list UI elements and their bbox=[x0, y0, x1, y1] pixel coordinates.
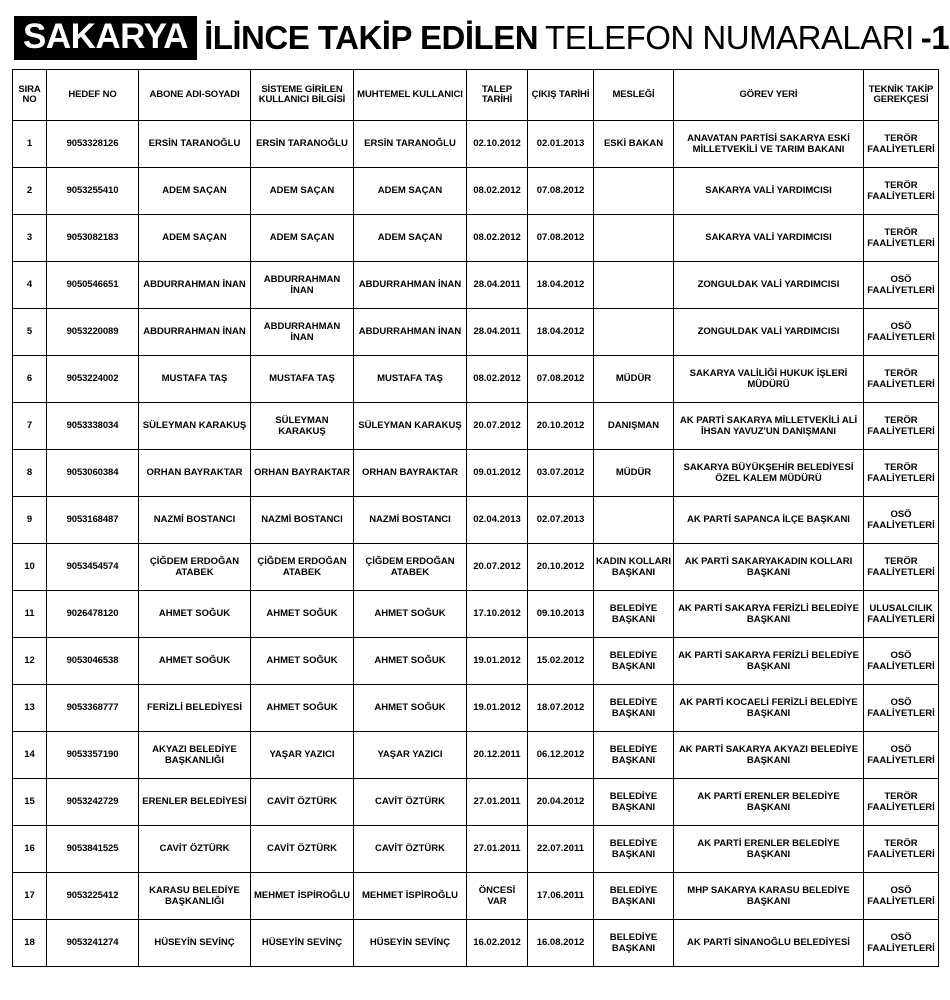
cell-cikis-tarihi: 09.10.2013 bbox=[528, 591, 594, 638]
cell-sira-no: 3 bbox=[13, 215, 47, 262]
cell-talep-tarihi: 27.01.2011 bbox=[467, 826, 528, 873]
cell-talep-tarihi: 08.02.2012 bbox=[467, 356, 528, 403]
cell-meslegi bbox=[594, 497, 674, 544]
cell-cikis-tarihi: 18.07.2012 bbox=[528, 685, 594, 732]
title-normal: TELEFON NUMARALARI bbox=[545, 19, 914, 56]
cell-talep-tarihi: 02.10.2012 bbox=[467, 121, 528, 168]
cell-muhtemel-kullanici: AHMET SOĞUK bbox=[354, 685, 467, 732]
cell-teknik-takip-gerekcesi: OSÖ FAALİYETLERİ bbox=[864, 497, 939, 544]
cell-abone-adi-soyadi: HÜSEYİN SEVİNÇ bbox=[139, 920, 251, 967]
cell-muhtemel-kullanici: CAVİT ÖZTÜRK bbox=[354, 826, 467, 873]
page-title bbox=[14, 16, 950, 60]
cell-sisteme-girilen-kullanici: HÜSEYİN SEVİNÇ bbox=[251, 920, 354, 967]
cell-cikis-tarihi: 20.10.2012 bbox=[528, 544, 594, 591]
cell-abone-adi-soyadi: ABDURRAHMAN İNAN bbox=[139, 309, 251, 356]
cell-abone-adi-soyadi: SÜLEYMAN KARAKUŞ bbox=[139, 403, 251, 450]
table-row bbox=[13, 873, 939, 920]
cell-cikis-tarihi: 18.04.2012 bbox=[528, 309, 594, 356]
cell-meslegi: ESKİ BAKAN bbox=[594, 121, 674, 168]
table-row bbox=[13, 403, 939, 450]
cell-abone-adi-soyadi: FERİZLİ BELEDİYESİ bbox=[139, 685, 251, 732]
title-number: -1 bbox=[920, 19, 950, 56]
table-row bbox=[13, 262, 939, 309]
cell-cikis-tarihi: 18.04.2012 bbox=[528, 262, 594, 309]
cell-talep-tarihi: ÖNCESİ VAR bbox=[467, 873, 528, 920]
cell-abone-adi-soyadi: ERENLER BELEDİYESİ bbox=[139, 779, 251, 826]
cell-meslegi bbox=[594, 309, 674, 356]
cell-muhtemel-kullanici: NAZMİ BOSTANCI bbox=[354, 497, 467, 544]
cell-muhtemel-kullanici: MUSTAFA TAŞ bbox=[354, 356, 467, 403]
cell-meslegi: BELEDİYE BAŞKANI bbox=[594, 873, 674, 920]
col-header-meslegi: MESLEĞİ bbox=[594, 70, 674, 121]
cell-gorev-yeri: AK PARTİ KOCAELİ FERİZLİ BELEDİYE BAŞKANI bbox=[674, 685, 864, 732]
cell-talep-tarihi: 16.02.2012 bbox=[467, 920, 528, 967]
cell-abone-adi-soyadi: ERSİN TARANOĞLU bbox=[139, 121, 251, 168]
cell-sisteme-girilen-kullanici: ORHAN BAYRAKTAR bbox=[251, 450, 354, 497]
cell-sisteme-girilen-kullanici: ADEM SAÇAN bbox=[251, 215, 354, 262]
cell-teknik-takip-gerekcesi: TERÖR FAALİYETLERİ bbox=[864, 450, 939, 497]
title-highlight: SAKARYA bbox=[14, 16, 197, 60]
cell-sira-no: 6 bbox=[13, 356, 47, 403]
cell-abone-adi-soyadi: AHMET SOĞUK bbox=[139, 591, 251, 638]
cell-sira-no: 14 bbox=[13, 732, 47, 779]
cell-meslegi: MÜDÜR bbox=[594, 356, 674, 403]
cell-abone-adi-soyadi: CAVİT ÖZTÜRK bbox=[139, 826, 251, 873]
cell-gorev-yeri: MHP SAKARYA KARASU BELEDİYE BAŞKANI bbox=[674, 873, 864, 920]
cell-muhtemel-kullanici: MEHMET İSPİROĞLU bbox=[354, 873, 467, 920]
cell-meslegi: BELEDİYE BAŞKANI bbox=[594, 638, 674, 685]
cell-abone-adi-soyadi: KARASU BELEDİYE BAŞKANLIĞI bbox=[139, 873, 251, 920]
cell-talep-tarihi: 02.04.2013 bbox=[467, 497, 528, 544]
table-row bbox=[13, 732, 939, 779]
cell-sisteme-girilen-kullanici: MEHMET İSPİROĞLU bbox=[251, 873, 354, 920]
col-header-cikis-tarihi: ÇIKIŞ TARİHİ bbox=[528, 70, 594, 121]
table-row bbox=[13, 685, 939, 732]
col-header-hedef-no: HEDEF NO bbox=[47, 70, 139, 121]
cell-meslegi: BELEDİYE BAŞKANI bbox=[594, 591, 674, 638]
cell-teknik-takip-gerekcesi: TERÖR FAALİYETLERİ bbox=[864, 544, 939, 591]
cell-sisteme-girilen-kullanici: CAVİT ÖZTÜRK bbox=[251, 826, 354, 873]
cell-sira-no: 13 bbox=[13, 685, 47, 732]
table-row bbox=[13, 638, 939, 685]
cell-teknik-takip-gerekcesi: ULUSALCILIK FAALİYETLERİ bbox=[864, 591, 939, 638]
cell-teknik-takip-gerekcesi: TERÖR FAALİYETLERİ bbox=[864, 826, 939, 873]
cell-meslegi bbox=[594, 262, 674, 309]
cell-abone-adi-soyadi: ADEM SAÇAN bbox=[139, 215, 251, 262]
cell-hedef-no: 9053082183 bbox=[47, 215, 139, 262]
cell-abone-adi-soyadi: ÇİĞDEM ERDOĞAN ATABEK bbox=[139, 544, 251, 591]
cell-meslegi: BELEDİYE BAŞKANI bbox=[594, 685, 674, 732]
col-header-abone-adi-soyadi: ABONE ADI-SOYADI bbox=[139, 70, 251, 121]
cell-cikis-tarihi: 20.04.2012 bbox=[528, 779, 594, 826]
cell-teknik-takip-gerekcesi: OSÖ FAALİYETLERİ bbox=[864, 638, 939, 685]
cell-hedef-no: 9053046538 bbox=[47, 638, 139, 685]
cell-cikis-tarihi: 02.07.2013 bbox=[528, 497, 594, 544]
cell-hedef-no: 9050546651 bbox=[47, 262, 139, 309]
cell-talep-tarihi: 20.07.2012 bbox=[467, 403, 528, 450]
cell-talep-tarihi: 20.12.2011 bbox=[467, 732, 528, 779]
cell-talep-tarihi: 17.10.2012 bbox=[467, 591, 528, 638]
cell-hedef-no: 9053357190 bbox=[47, 732, 139, 779]
table-row bbox=[13, 121, 939, 168]
cell-cikis-tarihi: 16.08.2012 bbox=[528, 920, 594, 967]
cell-sira-no: 7 bbox=[13, 403, 47, 450]
cell-abone-adi-soyadi: AHMET SOĞUK bbox=[139, 638, 251, 685]
cell-sisteme-girilen-kullanici: ABDURRAHMAN İNAN bbox=[251, 262, 354, 309]
cell-hedef-no: 9053841525 bbox=[47, 826, 139, 873]
cell-cikis-tarihi: 07.08.2012 bbox=[528, 168, 594, 215]
cell-sisteme-girilen-kullanici: AHMET SOĞUK bbox=[251, 591, 354, 638]
cell-hedef-no: 9053338034 bbox=[47, 403, 139, 450]
table-header bbox=[13, 70, 939, 121]
cell-meslegi: BELEDİYE BAŞKANI bbox=[594, 779, 674, 826]
col-header-muhtemel-kullanici: MUHTEMEL KULLANICI bbox=[354, 70, 467, 121]
cell-talep-tarihi: 28.04.2011 bbox=[467, 262, 528, 309]
cell-hedef-no: 9053454574 bbox=[47, 544, 139, 591]
cell-hedef-no: 9053168487 bbox=[47, 497, 139, 544]
cell-hedef-no: 9053242729 bbox=[47, 779, 139, 826]
cell-gorev-yeri: AK PARTİ SAKARYA AKYAZI BELEDİYE BAŞKANI bbox=[674, 732, 864, 779]
phone-surveillance-table bbox=[12, 69, 939, 967]
cell-hedef-no: 9053224002 bbox=[47, 356, 139, 403]
cell-gorev-yeri: AK PARTİ SAKARYAKADIN KOLLARI BAŞKANI bbox=[674, 544, 864, 591]
cell-muhtemel-kullanici: AHMET SOĞUK bbox=[354, 638, 467, 685]
cell-meslegi: BELEDİYE BAŞKANI bbox=[594, 920, 674, 967]
table-row bbox=[13, 215, 939, 262]
col-header-sisteme-girilen-kullanici-bilgisi: SİSTEME GİRİLEN KULLANICI BİLGİSİ bbox=[251, 70, 354, 121]
cell-sisteme-girilen-kullanici: CAVİT ÖZTÜRK bbox=[251, 779, 354, 826]
cell-sisteme-girilen-kullanici: AHMET SOĞUK bbox=[251, 685, 354, 732]
cell-hedef-no: 9053060384 bbox=[47, 450, 139, 497]
cell-sira-no: 8 bbox=[13, 450, 47, 497]
cell-hedef-no: 9053220089 bbox=[47, 309, 139, 356]
cell-teknik-takip-gerekcesi: OSÖ FAALİYETLERİ bbox=[864, 262, 939, 309]
cell-gorev-yeri: ZONGULDAK VALİ YARDIMCISI bbox=[674, 309, 864, 356]
cell-meslegi bbox=[594, 215, 674, 262]
table-row bbox=[13, 450, 939, 497]
cell-muhtemel-kullanici: YAŞAR YAZICI bbox=[354, 732, 467, 779]
cell-sira-no: 10 bbox=[13, 544, 47, 591]
cell-abone-adi-soyadi: AKYAZI BELEDİYE BAŞKANLIĞI bbox=[139, 732, 251, 779]
col-header-talep-tarihi: TALEP TARİHİ bbox=[467, 70, 528, 121]
cell-cikis-tarihi: 15.02.2012 bbox=[528, 638, 594, 685]
cell-gorev-yeri: SAKARYA VALİ YARDIMCISI bbox=[674, 168, 864, 215]
table-row bbox=[13, 309, 939, 356]
cell-cikis-tarihi: 06.12.2012 bbox=[528, 732, 594, 779]
cell-sisteme-girilen-kullanici: ADEM SAÇAN bbox=[251, 168, 354, 215]
cell-gorev-yeri: SAKARYA VALİ YARDIMCISI bbox=[674, 215, 864, 262]
cell-meslegi: BELEDİYE BAŞKANI bbox=[594, 826, 674, 873]
cell-sira-no: 16 bbox=[13, 826, 47, 873]
table-row bbox=[13, 497, 939, 544]
cell-gorev-yeri: ZONGULDAK VALİ YARDIMCISI bbox=[674, 262, 864, 309]
cell-muhtemel-kullanici: ABDURRAHMAN İNAN bbox=[354, 309, 467, 356]
table-row bbox=[13, 168, 939, 215]
cell-cikis-tarihi: 02.01.2013 bbox=[528, 121, 594, 168]
cell-hedef-no: 9053328126 bbox=[47, 121, 139, 168]
cell-sira-no: 9 bbox=[13, 497, 47, 544]
table-header-row bbox=[13, 70, 939, 121]
cell-teknik-takip-gerekcesi: OSÖ FAALİYETLERİ bbox=[864, 873, 939, 920]
table-row bbox=[13, 920, 939, 967]
cell-abone-adi-soyadi: NAZMİ BOSTANCI bbox=[139, 497, 251, 544]
cell-talep-tarihi: 27.01.2011 bbox=[467, 779, 528, 826]
cell-abone-adi-soyadi: MUSTAFA TAŞ bbox=[139, 356, 251, 403]
title-strong: İLİNCE TAKİP EDİLEN bbox=[204, 19, 539, 56]
table-row bbox=[13, 591, 939, 638]
cell-sisteme-girilen-kullanici: ABDURRAHMAN İNAN bbox=[251, 309, 354, 356]
cell-gorev-yeri: AK PARTİ SİNANOĞLU BELEDİYESİ bbox=[674, 920, 864, 967]
cell-hedef-no: 9026478120 bbox=[47, 591, 139, 638]
cell-meslegi: DANIŞMAN bbox=[594, 403, 674, 450]
cell-cikis-tarihi: 03.07.2012 bbox=[528, 450, 594, 497]
cell-gorev-yeri: SAKARYA BÜYÜKŞEHİR BELEDİYESİ ÖZEL KALEM MÜDÜRÜ bbox=[674, 450, 864, 497]
cell-sira-no: 5 bbox=[13, 309, 47, 356]
cell-teknik-takip-gerekcesi: OSÖ FAALİYETLERİ bbox=[864, 309, 939, 356]
cell-abone-adi-soyadi: ADEM SAÇAN bbox=[139, 168, 251, 215]
cell-abone-adi-soyadi: ABDURRAHMAN İNAN bbox=[139, 262, 251, 309]
cell-muhtemel-kullanici: HÜSEYİN SEVİNÇ bbox=[354, 920, 467, 967]
cell-meslegi: BELEDİYE BAŞKANI bbox=[594, 732, 674, 779]
cell-muhtemel-kullanici: ORHAN BAYRAKTAR bbox=[354, 450, 467, 497]
cell-muhtemel-kullanici: AHMET SOĞUK bbox=[354, 591, 467, 638]
cell-teknik-takip-gerekcesi: TERÖR FAALİYETLERİ bbox=[864, 779, 939, 826]
cell-abone-adi-soyadi: ORHAN BAYRAKTAR bbox=[139, 450, 251, 497]
cell-sisteme-girilen-kullanici: ERSİN TARANOĞLU bbox=[251, 121, 354, 168]
cell-teknik-takip-gerekcesi: TERÖR FAALİYETLERİ bbox=[864, 121, 939, 168]
cell-muhtemel-kullanici: CAVİT ÖZTÜRK bbox=[354, 779, 467, 826]
cell-muhtemel-kullanici: SÜLEYMAN KARAKUŞ bbox=[354, 403, 467, 450]
cell-cikis-tarihi: 17.06.2011 bbox=[528, 873, 594, 920]
cell-meslegi bbox=[594, 168, 674, 215]
cell-talep-tarihi: 08.02.2012 bbox=[467, 215, 528, 262]
cell-teknik-takip-gerekcesi: TERÖR FAALİYETLERİ bbox=[864, 215, 939, 262]
cell-sira-no: 18 bbox=[13, 920, 47, 967]
cell-sira-no: 17 bbox=[13, 873, 47, 920]
cell-talep-tarihi: 19.01.2012 bbox=[467, 685, 528, 732]
cell-hedef-no: 9053368777 bbox=[47, 685, 139, 732]
cell-hedef-no: 9053225412 bbox=[47, 873, 139, 920]
cell-sira-no: 11 bbox=[13, 591, 47, 638]
cell-muhtemel-kullanici: ERSİN TARANOĞLU bbox=[354, 121, 467, 168]
cell-teknik-takip-gerekcesi: TERÖR FAALİYETLERİ bbox=[864, 168, 939, 215]
col-header-gorev-yeri: GÖREV YERİ bbox=[674, 70, 864, 121]
cell-teknik-takip-gerekcesi: OSÖ FAALİYETLERİ bbox=[864, 920, 939, 967]
cell-sira-no: 4 bbox=[13, 262, 47, 309]
cell-sisteme-girilen-kullanici: SÜLEYMAN KARAKUŞ bbox=[251, 403, 354, 450]
cell-sisteme-girilen-kullanici: MUSTAFA TAŞ bbox=[251, 356, 354, 403]
cell-talep-tarihi: 28.04.2011 bbox=[467, 309, 528, 356]
cell-cikis-tarihi: 07.08.2012 bbox=[528, 356, 594, 403]
cell-meslegi: KADIN KOLLARI BAŞKANI bbox=[594, 544, 674, 591]
col-header-sira-no: SIRA NO bbox=[13, 70, 47, 121]
cell-gorev-yeri: AK PARTİ SAKARYA FERİZLİ BELEDİYE BAŞKANI bbox=[674, 638, 864, 685]
cell-gorev-yeri: SAKARYA VALİLİĞİ HUKUK İŞLERİ MÜDÜRÜ bbox=[674, 356, 864, 403]
cell-sisteme-girilen-kullanici: YAŞAR YAZICI bbox=[251, 732, 354, 779]
cell-hedef-no: 9053255410 bbox=[47, 168, 139, 215]
cell-meslegi: MÜDÜR bbox=[594, 450, 674, 497]
cell-gorev-yeri: AK PARTİ SAKARYA FERİZLİ BELEDİYE BAŞKANI bbox=[674, 591, 864, 638]
cell-teknik-takip-gerekcesi: TERÖR FAALİYETLERİ bbox=[864, 356, 939, 403]
cell-gorev-yeri: AK PARTİ SAKARYA MİLLETVEKİLİ ALİ İHSAN YAVUZ'UN DANIŞMANI bbox=[674, 403, 864, 450]
cell-talep-tarihi: 09.01.2012 bbox=[467, 450, 528, 497]
cell-talep-tarihi: 20.07.2012 bbox=[467, 544, 528, 591]
cell-teknik-takip-gerekcesi: OSÖ FAALİYETLERİ bbox=[864, 685, 939, 732]
cell-gorev-yeri: AK PARTİ SAPANCA İLÇE BAŞKANI bbox=[674, 497, 864, 544]
table-row bbox=[13, 779, 939, 826]
cell-gorev-yeri: AK PARTİ ERENLER BELEDİYE BAŞKANI bbox=[674, 779, 864, 826]
cell-sisteme-girilen-kullanici: ÇİĞDEM ERDOĞAN ATABEK bbox=[251, 544, 354, 591]
cell-sisteme-girilen-kullanici: NAZMİ BOSTANCI bbox=[251, 497, 354, 544]
cell-muhtemel-kullanici: ADEM SAÇAN bbox=[354, 168, 467, 215]
cell-muhtemel-kullanici: ABDURRAHMAN İNAN bbox=[354, 262, 467, 309]
col-header-teknik-takip-gerekcesi: TEKNİK TAKİP GEREKÇESİ bbox=[864, 70, 939, 121]
cell-cikis-tarihi: 20.10.2012 bbox=[528, 403, 594, 450]
cell-sira-no: 2 bbox=[13, 168, 47, 215]
cell-sisteme-girilen-kullanici: AHMET SOĞUK bbox=[251, 638, 354, 685]
cell-sira-no: 12 bbox=[13, 638, 47, 685]
cell-muhtemel-kullanici: ÇİĞDEM ERDOĞAN ATABEK bbox=[354, 544, 467, 591]
cell-teknik-takip-gerekcesi: OSÖ FAALİYETLERİ bbox=[864, 732, 939, 779]
table-row bbox=[13, 544, 939, 591]
cell-cikis-tarihi: 07.08.2012 bbox=[528, 215, 594, 262]
cell-talep-tarihi: 08.02.2012 bbox=[467, 168, 528, 215]
cell-sira-no: 15 bbox=[13, 779, 47, 826]
cell-gorev-yeri: AK PARTİ ERENLER BELEDİYE BAŞKANI bbox=[674, 826, 864, 873]
table-row bbox=[13, 356, 939, 403]
cell-cikis-tarihi: 22.07.2011 bbox=[528, 826, 594, 873]
cell-teknik-takip-gerekcesi: TERÖR FAALİYETLERİ bbox=[864, 403, 939, 450]
table-row bbox=[13, 826, 939, 873]
cell-gorev-yeri: ANAVATAN PARTİSİ SAKARYA ESKİ MİLLETVEKİLİ VE TARIM BAKANI bbox=[674, 121, 864, 168]
table-body bbox=[13, 121, 939, 967]
cell-sira-no: 1 bbox=[13, 121, 47, 168]
cell-talep-tarihi: 19.01.2012 bbox=[467, 638, 528, 685]
cell-muhtemel-kullanici: ADEM SAÇAN bbox=[354, 215, 467, 262]
cell-hedef-no: 9053241274 bbox=[47, 920, 139, 967]
